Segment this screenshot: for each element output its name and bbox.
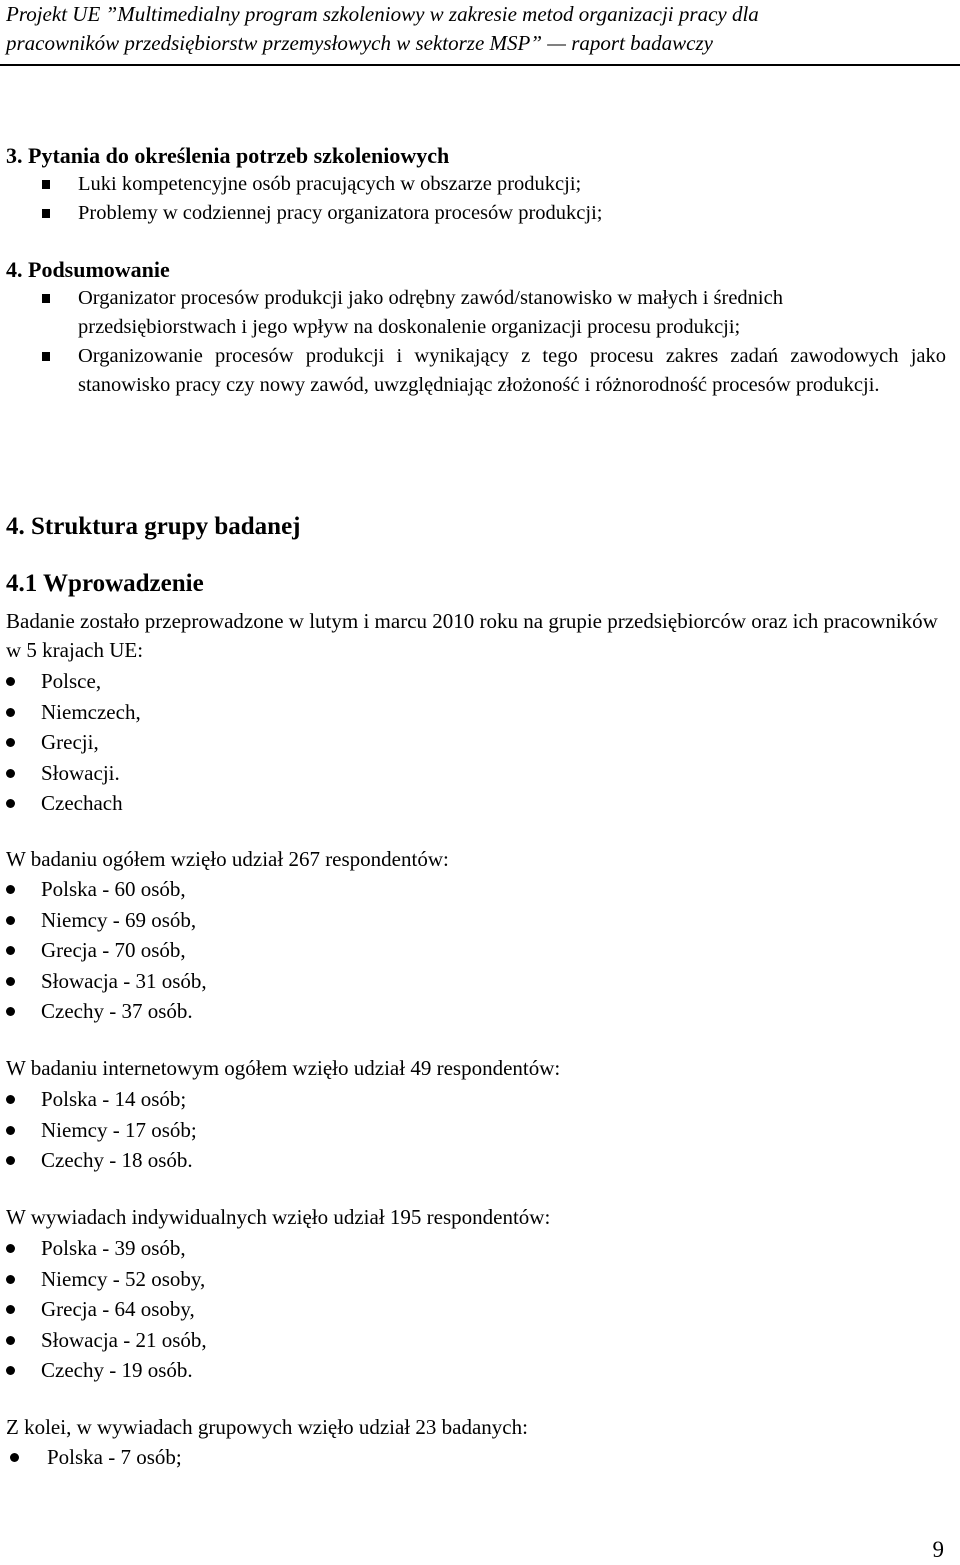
bullet-icon xyxy=(6,946,15,955)
list-item-text: Grecji, xyxy=(41,730,99,754)
list-item xyxy=(0,905,960,936)
list-item xyxy=(0,935,960,966)
running-header-line-1: Projekt UE ”Multimedialny program szkoleniowy w zakresie metod organizacji pracy dla xyxy=(6,2,759,26)
list-item xyxy=(0,874,960,905)
bullet-icon xyxy=(6,1156,15,1165)
list-item-text: Organizowanie procesów produkcji i wynikający z tego procesu zakres zadań zawodowych jako stanowisko pracy czy nowy zawód, uwzględniając złożoność i różnorodność procesów produkcji. xyxy=(78,345,946,396)
bullet-icon xyxy=(6,1366,15,1375)
internet-respondents-intro: W badaniu internetowym ogółem wzięło udział 49 respondentów: xyxy=(6,1056,561,1080)
list-item-text: Czechy - 18 osób. xyxy=(41,1148,193,1172)
square-bullet-icon xyxy=(42,209,50,218)
bullet-icon xyxy=(6,1007,15,1016)
bullet-icon xyxy=(10,1453,19,1462)
bullet-icon xyxy=(6,1126,15,1135)
list-item xyxy=(0,1442,960,1473)
group-interviews-list xyxy=(0,1442,960,1473)
list-item xyxy=(0,788,960,819)
structure-heading: 4. Struktura grupy badanej xyxy=(6,513,301,540)
summary-list xyxy=(0,284,960,400)
list-item xyxy=(0,1145,960,1176)
list-item xyxy=(0,1355,960,1386)
list-item xyxy=(0,199,946,228)
square-bullet-icon xyxy=(42,180,50,189)
list-item-text: Słowacja - 31 osób, xyxy=(41,968,207,993)
list-item-text: Niemcy - 69 osób, xyxy=(41,907,197,932)
running-header xyxy=(6,0,954,58)
bullet-icon xyxy=(6,1305,15,1314)
list-item-text: Polska - 39 osób, xyxy=(41,1236,186,1260)
square-bullet-icon xyxy=(42,352,50,361)
list-item-text: Niemczech, xyxy=(41,699,141,724)
header-rule xyxy=(0,64,960,66)
section-3-heading: 3. Pytania do określenia potrzeb szkoleniowych xyxy=(6,143,450,168)
list-item xyxy=(0,727,960,758)
list-item xyxy=(0,996,960,1027)
list-item-text: Polska - 60 osób, xyxy=(41,877,186,901)
list-item xyxy=(0,1115,960,1146)
square-bullet-icon xyxy=(42,294,50,303)
bullet-icon xyxy=(6,1336,15,1345)
group-interviews-intro: Z kolei, w wywiadach grupowych wzięło udział 23 badanych: xyxy=(6,1415,528,1439)
individual-interviews-intro: W wywiadach indywidualnych wzięło udział 195 respondentów: xyxy=(6,1205,551,1229)
introduction-subheading: 4.1 Wprowadzenie xyxy=(6,570,204,597)
list-item xyxy=(0,342,946,400)
bullet-icon xyxy=(6,916,15,925)
list-item-text: Polsce, xyxy=(41,669,102,693)
bullet-icon xyxy=(6,769,15,778)
list-item-text: Polska - 7 osób; xyxy=(47,1445,182,1469)
countries-list xyxy=(0,666,960,819)
bullet-icon xyxy=(6,1244,15,1253)
list-item xyxy=(0,1264,960,1295)
section-3-list xyxy=(0,170,960,228)
list-item xyxy=(0,1325,960,1356)
list-item xyxy=(0,170,946,199)
total-respondents-list xyxy=(0,874,960,1027)
bullet-icon xyxy=(6,977,15,986)
list-item xyxy=(0,666,960,697)
list-item-text: Czechy - 37 osób. xyxy=(41,999,193,1023)
list-item xyxy=(0,1084,960,1115)
bullet-icon xyxy=(6,885,15,894)
total-respondents-intro: W badaniu ogółem wzięło udział 267 respondentów: xyxy=(6,847,449,871)
list-item xyxy=(0,697,960,728)
bullet-icon xyxy=(6,1275,15,1284)
bullet-icon xyxy=(6,708,15,717)
list-item-text: Organizator procesów produkcji jako odrębny zawód/stanowisko w małych i średnich przedsiębiorstwach i jego wpływ na doskonalenie organizacji procesu produkcji; xyxy=(78,287,783,338)
bullet-icon xyxy=(6,1095,15,1104)
list-item-text: Niemcy - 52 osoby, xyxy=(41,1266,206,1291)
list-item-text: Grecja - 70 osób, xyxy=(41,938,186,962)
list-item-text: Polska - 14 osób; xyxy=(41,1087,187,1111)
list-item-text: Niemcy - 17 osób; xyxy=(41,1117,197,1142)
running-header-line-2: pracowników przedsiębiorstw przemysłowych w sektorze MSP” — raport badawczy xyxy=(6,31,713,55)
list-item-text: Luki kompetencyjne osób pracujących w obszarze produkcji; xyxy=(78,173,582,195)
list-item xyxy=(0,966,960,997)
list-item-text: Słowacja - 21 osób, xyxy=(41,1327,207,1352)
list-item-text: Czechy - 19 osób. xyxy=(41,1358,193,1382)
list-item-text: Słowacji. xyxy=(41,760,120,785)
page-number: 9 xyxy=(932,1537,944,1562)
bullet-icon xyxy=(6,677,15,686)
list-item xyxy=(0,1233,960,1264)
bullet-icon xyxy=(6,738,15,747)
intro-paragraph: Badanie zostało przeprowadzone w lutym i marcu 2010 roku na grupie przedsiębiorców oraz ich pracowników w 5 krajach UE: xyxy=(6,609,938,662)
summary-heading: 4. Podsumowanie xyxy=(6,257,170,282)
list-item-text: Grecja - 64 osoby, xyxy=(41,1297,195,1321)
list-item-text: Czechach xyxy=(41,791,123,815)
list-item xyxy=(0,758,960,789)
list-item-text: Problemy w codziennej pracy organizatora procesów produkcji; xyxy=(78,202,603,224)
list-item xyxy=(0,284,946,342)
bullet-icon xyxy=(6,799,15,808)
individual-interviews-list xyxy=(0,1233,960,1386)
internet-respondents-list xyxy=(0,1084,960,1176)
list-item xyxy=(0,1294,960,1325)
